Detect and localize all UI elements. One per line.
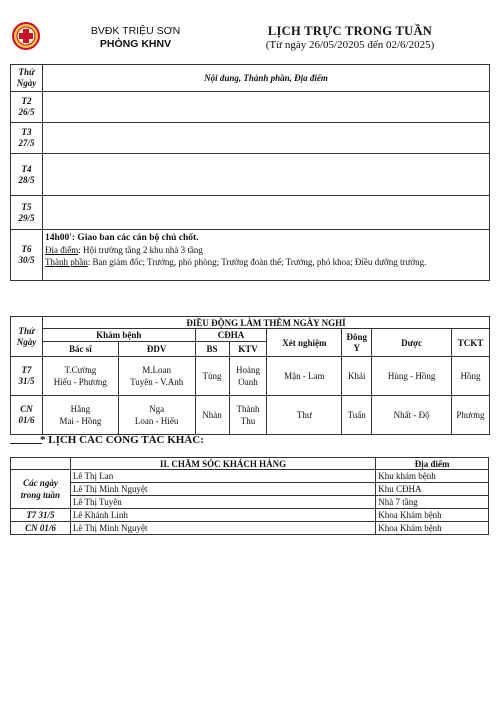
day-cell: [11, 396, 43, 435]
t6-members-label: Thành phần: [44, 257, 88, 267]
col-dongy-line2: Y: [353, 342, 360, 353]
header-title-block: [215, 24, 485, 51]
col-bacsi: Bác sĩ: [42, 342, 118, 357]
day-cell: [11, 123, 43, 154]
org-line2: PHÒNG KHNV: [99, 38, 172, 50]
care-group-line1: Các ngày: [23, 478, 58, 488]
bacsi-cell: [42, 357, 118, 396]
mobilization-group-row: [11, 329, 490, 342]
col-duoc: Dược: [372, 329, 452, 357]
content-cell: [42, 196, 489, 230]
col-day-header: [11, 317, 43, 357]
weekly-schedule-table: [10, 64, 490, 281]
t6-meeting: 14h00': Giao ban các cán bộ chủ chốt.: [44, 233, 199, 243]
t6-members: [45, 256, 489, 268]
col-day-line2: Ngày: [16, 78, 37, 88]
dongy-cell: Khải: [342, 357, 372, 396]
ktv-cell: [229, 357, 267, 396]
schedule-header-row: [11, 65, 490, 92]
care-header-blank: [11, 458, 71, 470]
mobilization-row: [11, 396, 490, 435]
schedule-row: [11, 196, 490, 230]
mobilization-title: ĐIỀU ĐỘNG LÀM THÊM NGÀY NGHỈ: [42, 317, 489, 329]
org-line1: BVĐK TRIỆU SƠN: [90, 25, 181, 37]
col-dongy-line1: Đông: [346, 331, 367, 342]
customer-care-table: [10, 457, 489, 535]
care-col-title: II. CHĂM SÓC KHÁCH HÀNG: [70, 458, 375, 470]
content-cell: [42, 154, 489, 196]
bacsi-line2: Mai - Hồng: [59, 416, 102, 426]
care-group-cell: [11, 470, 71, 509]
group-khambenh: Khám bệnh: [42, 329, 195, 342]
ktv-line1: Hoàng: [235, 365, 260, 375]
duoc-cell: Nhất - Độ: [372, 396, 452, 435]
ddv-cell: [118, 357, 195, 396]
care-group-line2: trong tuần: [20, 490, 61, 500]
col-bs: BS: [195, 342, 229, 357]
care-day: T7 31/5: [11, 509, 71, 522]
care-location: Khu khám bệnh: [376, 470, 489, 483]
underline-rule: [10, 443, 42, 444]
care-name: Lê Thị Minh Nguyệt: [70, 522, 375, 535]
ktv-line2: Oanh: [238, 377, 258, 387]
xetnghiem-cell: Thư: [267, 396, 342, 435]
care-col-location: Địa điểm: [376, 458, 489, 470]
page-title: LỊCH TRỰC TRONG TUẦN: [267, 24, 433, 38]
bacsi-cell: [42, 396, 118, 435]
day-label: T4: [21, 163, 32, 174]
date-label: 28/5: [18, 174, 35, 185]
care-row: [11, 483, 489, 496]
schedule-row: [11, 123, 490, 154]
care-day: CN 01/6: [11, 522, 71, 535]
xetnghiem-cell: Mận - Lam: [267, 357, 342, 396]
col-day-line1: Thứ: [18, 325, 35, 336]
col-xetnghiem: Xét nghiệm: [267, 329, 342, 357]
org-name: [78, 25, 193, 51]
date-label: 26/5: [18, 107, 35, 117]
t6-location-label: Địa điểm: [44, 245, 79, 255]
care-location: Nhà 7 tầng: [376, 496, 489, 509]
bs-cell: Tùng: [195, 357, 229, 396]
date-label: 31/5: [18, 376, 35, 386]
schedule-row: [11, 92, 490, 123]
day-cell: [11, 230, 43, 281]
day-cell: [11, 357, 43, 396]
day-label: T6: [21, 244, 32, 254]
care-location: Khoa Khám bệnh: [376, 522, 489, 535]
care-name: Lê Khánh Linh: [70, 509, 375, 522]
col-ddv: ĐDV: [118, 342, 195, 357]
col-day-header: [11, 65, 43, 92]
content-cell: [42, 92, 489, 123]
bacsi-line2: Hiếu - Phương: [53, 377, 107, 387]
bacsi-line1: Hằng: [70, 404, 91, 414]
day-label: T3: [21, 127, 32, 137]
day-cell: [11, 196, 43, 230]
schedule-row: [11, 154, 490, 196]
ddv-line1: M.Loan: [142, 365, 172, 375]
col-content-header: Nội dung, Thành phần, Địa điểm: [42, 65, 489, 92]
care-name: Lê Thị Tuyên: [70, 496, 375, 509]
content-cell-t6: [42, 230, 489, 281]
bs-cell: Nhàn: [195, 396, 229, 435]
t6-location-text: : Hội trường tầng 2 khu nhà 3 tầng: [78, 245, 203, 255]
tckt-cell: Hồng: [451, 357, 489, 396]
mobilization-row: [11, 357, 490, 396]
care-row: [11, 522, 489, 535]
ddv-line2: Tuyên - V.Anh: [130, 377, 184, 387]
care-location: Khoa Khám bệnh: [376, 509, 489, 522]
date-label: 27/5: [18, 138, 35, 148]
day-cell: [11, 154, 43, 196]
care-row: [11, 470, 489, 483]
tckt-cell: Phương: [451, 396, 489, 435]
col-dongy: [342, 329, 372, 357]
ktv-line1: Thành: [236, 404, 260, 414]
mobilization-title-row: [11, 317, 490, 329]
day-label: T2: [21, 96, 32, 106]
t6-location: [45, 244, 489, 256]
other-duties-heading: * LỊCH CÁC CÔNG TÁC KHÁC:: [40, 434, 204, 446]
care-location: Khu CĐHA: [376, 483, 489, 496]
dongy-cell: Tuấn: [342, 396, 372, 435]
care-name: Lê Thị Lan: [70, 470, 375, 483]
day-label: T7: [21, 365, 32, 375]
content-cell: [42, 123, 489, 154]
col-tckt: TCKT: [451, 329, 489, 357]
care-row: [11, 509, 489, 522]
schedule-row: [11, 230, 490, 281]
hospital-logo: [12, 22, 40, 55]
ddv-cell: [118, 396, 195, 435]
ktv-cell: [229, 396, 267, 435]
col-day-line2: Ngày: [16, 336, 37, 347]
page-subtitle: (Từ ngày 26/05/20205 đến 02/6/2025): [265, 39, 435, 51]
col-day-line1: Thứ: [18, 67, 35, 77]
care-name: Lê Thị Minh Nguyệt: [70, 483, 375, 496]
ddv-line2: Loan - Hiếu: [134, 416, 179, 426]
ddv-line1: Nga: [149, 404, 165, 414]
group-cdha: CĐHA: [195, 329, 267, 342]
date-label: 01/6: [18, 415, 35, 425]
care-header-row: [11, 458, 489, 470]
care-row: [11, 496, 489, 509]
bacsi-line1: T.Cường: [64, 365, 97, 375]
duoc-cell: Hùng - Hồng: [372, 357, 452, 396]
day-cell: [11, 92, 43, 123]
date-label: 30/5: [18, 255, 35, 265]
day-label: T5: [21, 201, 32, 212]
mobilization-table: [10, 316, 490, 435]
ktv-line2: Thu: [240, 416, 256, 426]
day-label: CN: [20, 404, 33, 414]
col-ktv: KTV: [229, 342, 267, 357]
date-label: 29/5: [18, 212, 35, 223]
t6-members-text: : Ban giám đốc; Trưởng, phó phòng; Trưởng đoàn thể; Trưởng, phó khoa; Điều dưỡng trưởng.: [87, 257, 427, 267]
